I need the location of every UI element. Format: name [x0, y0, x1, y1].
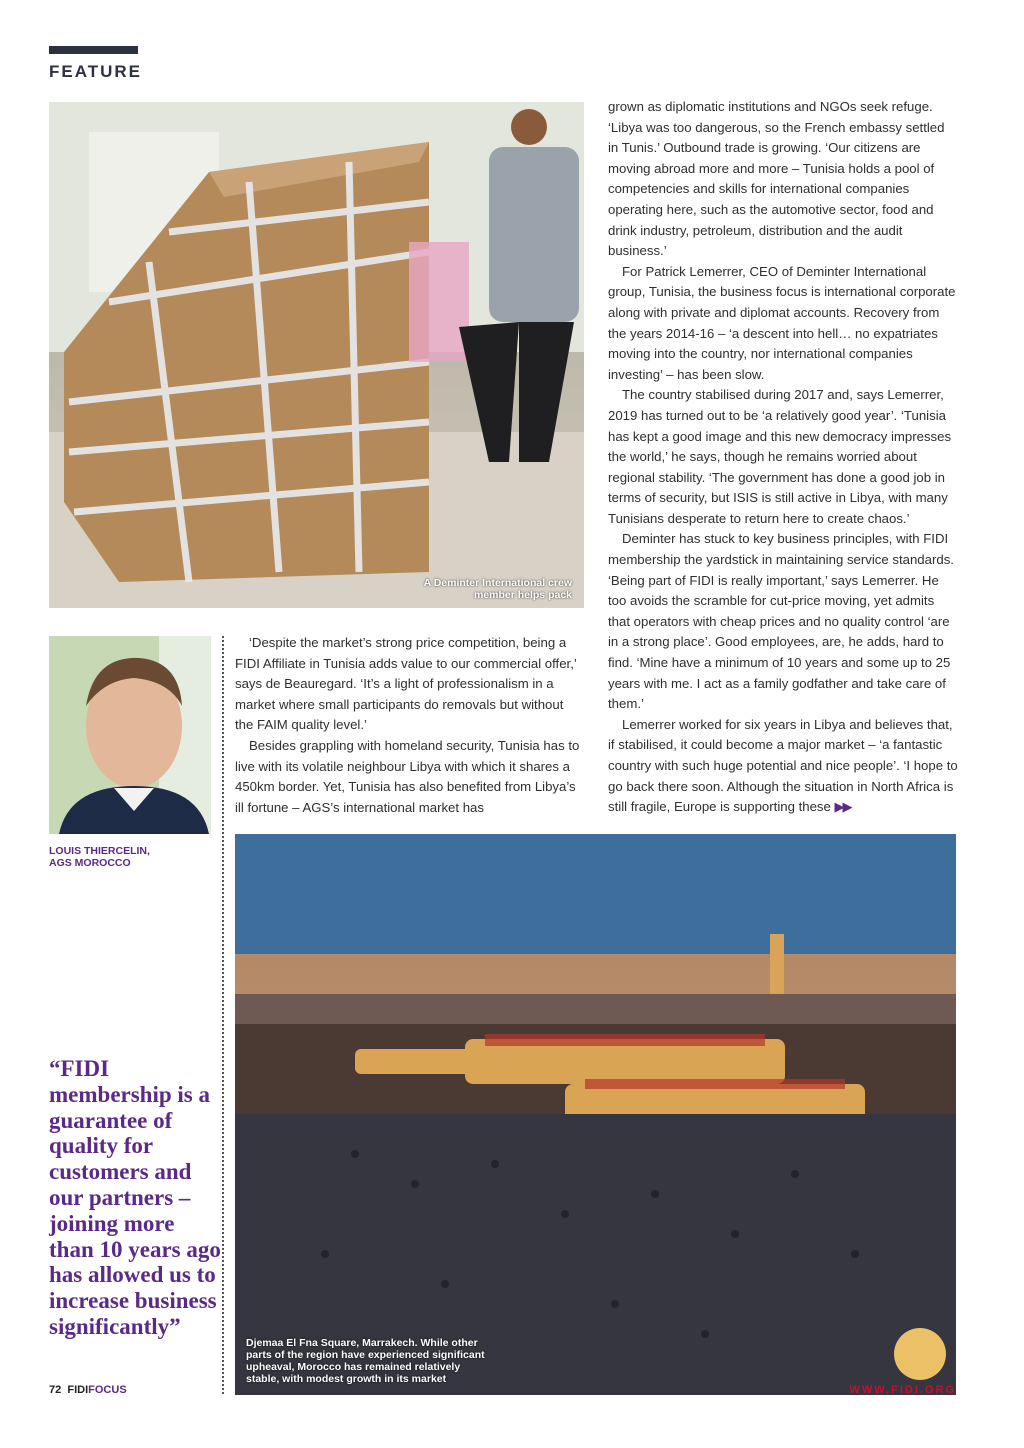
brand-fidi: FIDI [67, 1384, 89, 1396]
body-paragraph: Deminter has stuck to key business principles, with FIDI membership the yardstick in maintaining service standards. ‘Being part of FIDI is really important,’ says Lemerrer. He too avoids the scramble for cut-price moving, yet admits that operators with cheap prices and no quality control ‘are in a strong place’. Good employees, are, he adds, hard to find. ‘Mine have a minimum of 10 years and some up to 25 years with me. I act as a family godfather and take care of them.’ [608, 531, 954, 712]
body-paragraph-text: Lemerrer worked for six years in Libya and believes that, if stabilised, it could become a major market – ‘a fantastic country with such huge potential and nice people’. ‘I hope to go back there soon. Although the situation in North Africa is still fragile, Europe is supporting these [608, 716, 958, 815]
footer-left [49, 1384, 127, 1396]
body-column-middle [235, 633, 583, 818]
body-paragraph: For Patrick Lemerrer, CEO of Deminter International group, Tunisia, the business focus is international corporate along with private and diplomat accounts. Recovery from the years 2014-16 – ‘a descent into hell… no expatriates moving into the country, nor international companies investing’ – has been slow. [608, 263, 956, 382]
body-paragraph: ‘Despite the market’s strong price competition, being a FIDI Affiliate in Tunisia adds value to our commercial offer,’ says de Beauregard. ‘It’s a light of professionalism in a market where small participants do removals but without the FAIM quality level.’ [235, 635, 577, 733]
body-paragraph: grown as diplomatic institutions and NGOs seek refuge. ‘Libya was too dangerous, so the French embassy settled in Tunis.’ Outbound trade is growing. ‘Our citizens are moving abroad more and more – Tunisia holds a pool of competencies and skills for international companies operating here, such as the automotive sector, food and drink industry, petroleum, distribution and the audit business.’ [608, 99, 945, 259]
square-photo-illustration [235, 834, 956, 1395]
footer-url[interactable]: WWW.FIDI.ORG [849, 1384, 956, 1396]
crew-photo-caption: A Deminter International crew member helps pack [423, 577, 572, 601]
body-column-right [608, 97, 958, 818]
portrait-caption [49, 845, 199, 869]
brand-focus: FOCUS [88, 1384, 127, 1396]
pull-quote: “FIDI membership is a guarantee of quality for customers and our partners – joining more than 10 years ago has allowed us to increase business significantly” [49, 1056, 221, 1339]
crew-photo-illustration [49, 102, 584, 608]
marrakech-square-photo [235, 834, 956, 1395]
portrait-illustration [49, 636, 211, 834]
body-paragraph [608, 715, 958, 818]
page-number: 72 [49, 1384, 62, 1396]
portrait-company: AGS MOROCCO [49, 857, 131, 869]
section-label: FEATURE [49, 62, 143, 81]
portrait-photo [49, 636, 211, 834]
section-bar [49, 46, 138, 54]
crew-photo [49, 102, 584, 608]
square-photo-caption: Djemaa El Fna Square, Marrakech. While other parts of the region have experienced significant upheaval, Morocco has remained relatively stable, with modest growth in its market [246, 1337, 485, 1385]
portrait-name: LOUIS THIERCELIN, [49, 845, 150, 857]
continue-arrows-icon: ▶▶ [834, 799, 851, 815]
body-paragraph: Besides grappling with homeland security, Tunisia has to live with its volatile neighbour Libya with which it shares a 450km border. Yet, Tunisia has also benefited from Libya’s ill fortune – AGS’s international market has [235, 737, 580, 815]
body-paragraph: The country stabilised during 2017 and, says Lemerrer, 2019 has turned out to be ‘a relatively good year’. ‘Tunisia has kept a good image and this new democracy impresses the world,’ he says, though he remains worried about regional stability. ‘The government has done a good job in terms of security, but ISIS is still active in Libya, with many Tunisians desperate to return here to create chaos.’ [608, 387, 952, 526]
